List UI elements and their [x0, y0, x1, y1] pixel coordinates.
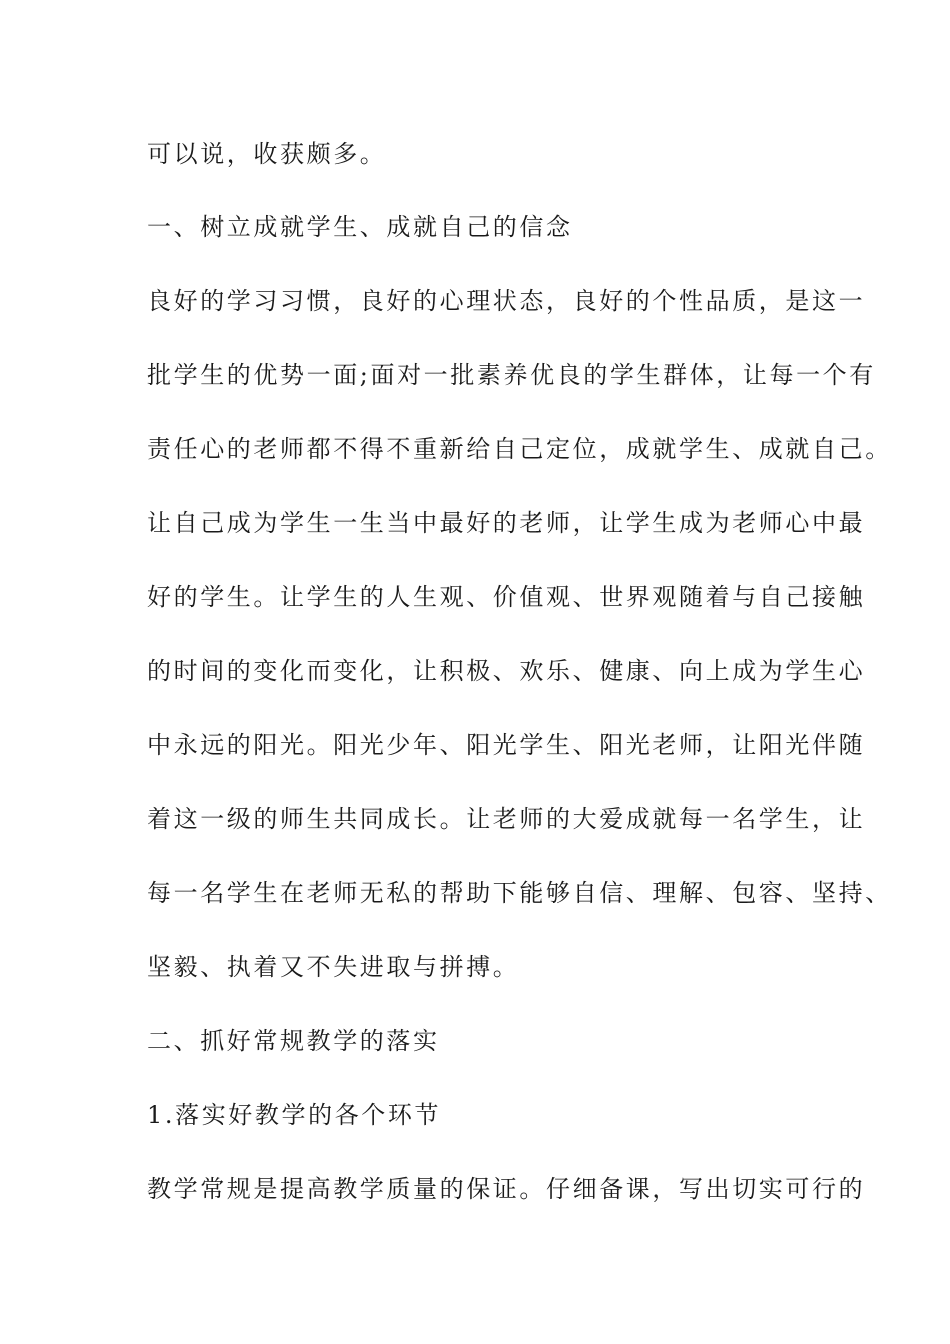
paragraph-line: 责任心的老师都不得不重新给自己定位，成就学生、成就自己。 — [147, 435, 892, 463]
paragraph-line: 中永远的阳光。阳光少年、阳光学生、阳光老师，让阳光伴随 — [147, 731, 866, 759]
paragraph-line: 良好的学习习惯，良好的心理状态，良好的个性品质，是这一 — [147, 287, 866, 315]
section-heading: 二、抓好常规教学的落实 — [147, 1027, 440, 1055]
paragraph-line: 可以说，收获颇多。 — [147, 140, 387, 168]
paragraph-line: 每一名学生在老师无私的帮助下能够自信、理解、包容、坚持、 — [147, 879, 892, 907]
paragraph-line: 批学生的优势一面;面对一批素养优良的学生群体，让每一个有 — [147, 361, 876, 389]
paragraph-line: 让自己成为学生一生当中最好的老师，让学生成为老师心中最 — [147, 509, 866, 537]
subsection-heading: 1.落实好教学的各个环节 — [147, 1101, 442, 1129]
paragraph-line: 坚毅、执着又不失进取与拼搏。 — [147, 953, 520, 981]
paragraph-line: 的时间的变化而变化，让积极、欢乐、健康、向上成为学生心 — [147, 657, 866, 685]
paragraph-line: 好的学生。让学生的人生观、价值观、世界观随着与自己接触 — [147, 583, 866, 611]
paragraph-line: 着这一级的师生共同成长。让老师的大爱成就每一名学生，让 — [147, 805, 866, 833]
section-heading: 一、树立成就学生、成就自己的信念 — [147, 213, 573, 241]
paragraph-line: 教学常规是提高教学质量的保证。仔细备课，写出切实可行的 — [147, 1175, 866, 1203]
